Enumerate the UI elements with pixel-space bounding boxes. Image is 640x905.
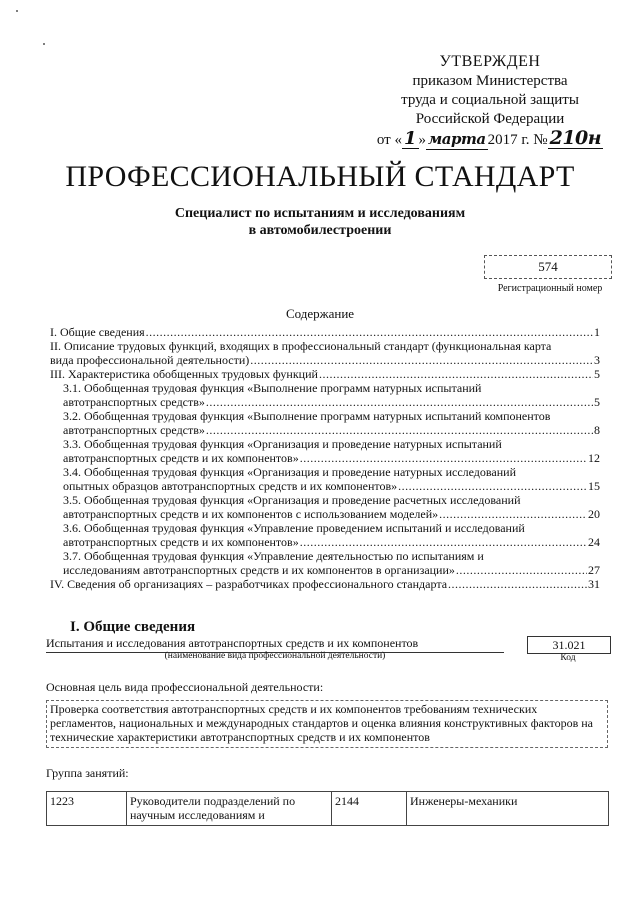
goal-label: Основная цель вида профессиональной деятельности: <box>46 680 324 694</box>
toc-entry-text: 3.6. Обобщенная трудовая функция «Управление проведением испытаний и исследований <box>63 521 525 535</box>
toc-entry-line <box>63 507 600 521</box>
toc-leader-dots <box>300 535 587 549</box>
toc-entry-text: исследованиям автотранспортных средств и их компонентов в организации» <box>63 563 455 577</box>
toc-leader-dots <box>250 353 593 367</box>
date-year: 2017 г. № <box>487 132 548 148</box>
toc-entry-text: 3.5. Обобщенная трудовая функция «Организация и проведение расчетных исследований <box>63 493 521 507</box>
toc-entry-text: IV. Сведения об организациях – разработчиках профессионального стандарта <box>50 577 448 591</box>
toc-entry <box>50 549 600 577</box>
toc-entry-text: II. Описание трудовых функций, входящих в профессиональный стандарт (функциональная карта <box>50 339 552 353</box>
toc-leader-dots <box>319 367 593 381</box>
toc-entry-text: 3.4. Обобщенная трудовая функция «Организация и проведение натурных исследований <box>63 465 516 479</box>
activity-name: Испытания и исследования автотранспортных средств и их компонентов <box>46 636 504 653</box>
toc-entry-line <box>50 367 600 381</box>
standard-name-line: Специалист по испытаниям и исследованиям <box>174 206 466 221</box>
toc-leader-dots <box>456 563 587 577</box>
toc-page-number: 5 <box>594 395 600 409</box>
toc-leader-dots <box>448 577 587 591</box>
toc-page-number: 27 <box>588 563 600 577</box>
toc-page-number: 12 <box>588 451 600 465</box>
handwritten-day: 1 <box>403 128 417 149</box>
toc-entry-text: автотранспортных средств» <box>63 423 205 437</box>
toc-page-number: 31 <box>588 577 600 591</box>
goal-text-box: Проверка соответствия автотранспортных средств и их компонентов требованиям технических регламентов, национальных и международных стандартов и оценка влияния конструктивных факторов на технические характеристики автотранспортных средств и их компонентов <box>46 700 608 748</box>
scan-speck <box>43 43 45 45</box>
toc-entry-line <box>50 353 600 367</box>
toc-leader-dots <box>300 451 587 465</box>
toc-entry <box>50 367 600 381</box>
approval-line: труда и социальной защиты <box>401 92 579 108</box>
toc-page-number: 20 <box>588 507 600 521</box>
toc-title: Содержание <box>285 306 355 321</box>
toc-leader-dots <box>439 507 587 521</box>
activity-code-box: 31.021 <box>527 636 611 654</box>
toc-leader-dots <box>206 395 593 409</box>
toc-entry-line <box>63 395 600 409</box>
toc-entry-text: опытных образцов автотранспортных средств и их компонентов» <box>63 479 398 493</box>
scan-speck <box>16 10 18 12</box>
activity-code-label: Код <box>560 653 576 663</box>
occupation-group-label: Группа занятий: <box>46 766 129 780</box>
toc-page-number: 15 <box>588 479 600 493</box>
toc-entry <box>50 465 600 493</box>
toc-page-number: 5 <box>594 367 600 381</box>
toc-page-number: 1 <box>594 325 600 339</box>
toc-entry-line <box>63 479 600 493</box>
approval-block <box>370 52 610 150</box>
date-prefix: от « <box>376 132 402 148</box>
occupation-code: 1223 <box>47 792 127 826</box>
toc-entry-text: автотранспортных средств» <box>63 395 205 409</box>
activity-hint: (наименование вида профессиональной деятельности) <box>164 651 386 661</box>
approval-heading: УТВЕРЖДЕН <box>439 53 541 70</box>
toc-entry-text: III. Характеристика обобщенных трудовых функций <box>50 367 318 381</box>
toc-entry-text: 3.1. Обобщенная трудовая функция «Выполнение программ натурных испытаний <box>63 381 482 395</box>
occupation-table <box>46 791 609 826</box>
occupation-code: 2144 <box>332 792 407 826</box>
approval-date-row <box>370 129 610 150</box>
toc-entry-line <box>50 325 600 339</box>
handwritten-month: марта <box>428 130 486 148</box>
toc-entry-text: 3.7. Обобщенная трудовая функция «Управление деятельностью по испытаниям и <box>63 549 484 563</box>
occupation-name: Инженеры-механики <box>407 792 609 826</box>
toc-entry-text: 3.2. Обобщенная трудовая функция «Выполнение программ натурных испытаний компонентов <box>63 409 551 423</box>
toc-entry <box>50 521 600 549</box>
toc-entry-line <box>63 451 600 465</box>
toc-entry <box>50 409 600 437</box>
standard-name <box>0 205 640 239</box>
date-mid: » <box>418 132 427 148</box>
approval-line: приказом Министерства <box>412 73 568 89</box>
toc-entry-line <box>63 423 600 437</box>
toc-entry <box>50 325 600 339</box>
toc-entry <box>50 381 600 409</box>
toc-page-number: 24 <box>588 535 600 549</box>
occupation-name: Руководители подразделений по научным исследованиям и <box>127 792 332 826</box>
approval-line: Российской Федерации <box>415 111 565 127</box>
toc-entry <box>50 493 600 521</box>
toc-entry-text: автотранспортных средств и их компонентов» <box>63 451 299 465</box>
toc-entry <box>50 339 600 367</box>
standard-name-line: в автомобилестроении <box>248 223 392 238</box>
registration-number-box: 574 <box>484 255 612 279</box>
toc-entry <box>50 577 600 591</box>
registration-number-label: Регистрационный номер <box>497 283 603 294</box>
toc-page-number: 8 <box>594 423 600 437</box>
toc-entry <box>50 437 600 465</box>
toc-leader-dots <box>206 423 593 437</box>
toc-leader-dots <box>398 479 587 493</box>
toc-leader-dots <box>146 325 593 339</box>
toc-entry-text: вида профессиональной деятельности) <box>50 353 250 367</box>
toc-entry-text: 3.3. Обобщенная трудовая функция «Организация и проведение натурных испытаний <box>63 437 502 451</box>
toc-page-number: 3 <box>594 353 600 367</box>
section-title: I. Общие сведения <box>70 619 196 635</box>
toc-entry-line <box>63 535 600 549</box>
toc-entry-line <box>63 563 600 577</box>
document-title: ПРОФЕССИОНАЛЬНЫЙ СТАНДАРТ <box>65 160 575 193</box>
table-of-contents <box>50 325 600 591</box>
toc-entry-text: автотранспортных средств и их компонентов» <box>63 535 299 549</box>
toc-entry-text: автотранспортных средств и их компонентов с использованием моделей» <box>63 507 439 521</box>
toc-entry-text: I. Общие сведения <box>50 325 145 339</box>
table-row <box>47 792 609 826</box>
toc-entry-line <box>50 577 600 591</box>
handwritten-order-number: 210н <box>549 127 602 149</box>
